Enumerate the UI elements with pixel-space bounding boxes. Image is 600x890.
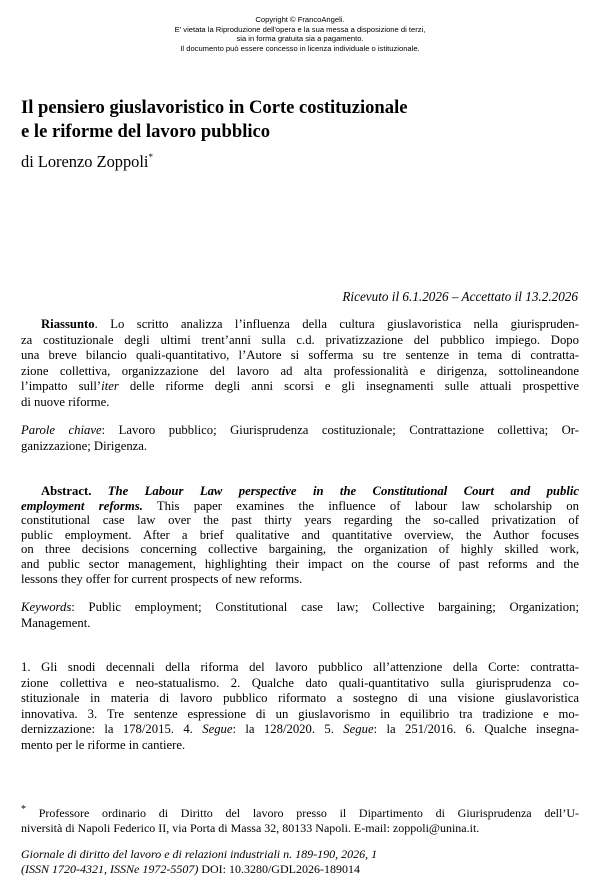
author-footnote-mark: *: [148, 152, 153, 162]
journal-line: [21, 862, 579, 877]
footnote-line: [21, 803, 579, 821]
parole-chiave-section: [21, 423, 579, 454]
toc-italic: Segue: [343, 722, 374, 737]
journal-citation: [21, 847, 579, 876]
parole-line: ganizzazione; Dirigenza.: [21, 438, 148, 453]
keywords-section: [21, 600, 579, 631]
toc-line: stituzionale in materia di lavoro pubblico riformato a sostegno di una visione giuslavoristica: [21, 691, 579, 706]
abstract-line: [21, 484, 579, 499]
abstract-text: This paper examines the influence of labour law scholarship on: [142, 498, 579, 513]
riassunto-text: . Lo scritto analizza l’influenza della cultura giuslavoristica nella giurispruden-: [94, 317, 579, 331]
keywords-line: Management.: [21, 615, 91, 630]
title-line: Il pensiero giuslavoristico in Corte costituzionale: [21, 97, 408, 118]
riassunto-line: [21, 379, 579, 395]
author-name: di Lorenzo Zoppoli: [21, 152, 149, 171]
riassunto-line: di nuove riforme.: [21, 394, 110, 409]
riassunto-line: [21, 317, 579, 333]
abstract-line: lessons they offer for current prospects of new reforms.: [21, 571, 303, 586]
abstract-line: [21, 499, 579, 514]
riassunto-line: una breve bilancio quali-quantitativo, l’Autore si sofferma su tre sentenze in tema di contratta-: [21, 348, 579, 363]
riassunto-line: zione collettiva, organizzazione del lavoro ad alta professionalità e dirigenza, sottolineandone: [21, 363, 579, 378]
journal-line: Giornale di diritto del lavoro e di relazioni industriali n. 189-190, 2026, 1: [21, 847, 378, 861]
received-accepted-dates: Ricevuto il 6.1.2026 – Accettato il 13.2.2026: [342, 289, 578, 304]
copyright-notice: [0, 15, 600, 53]
abstract-line: on three decisions concerning collective bargaining, the organization of highly skilled work,: [21, 542, 579, 557]
journal-doi: DOI: 10.3280/GDL2026-189014: [198, 861, 360, 876]
author-byline: [21, 152, 153, 172]
toc-line: [21, 722, 579, 738]
keywords-line: [21, 600, 579, 616]
parole-label: Parole chiave: [21, 423, 102, 437]
riassunto-text: l’impatto sull’: [21, 379, 102, 394]
toc-text: : la 128/2020. 5.: [232, 722, 344, 737]
abstract-section: [21, 484, 579, 586]
riassunto-label: Riassunto: [41, 317, 95, 331]
copyright-line: Il documento può essere concesso in licenza individuale o istituzionale.: [180, 43, 420, 53]
copyright-line: sia in forma gratuita sia a pagamento.: [236, 34, 364, 44]
table-of-contents: [21, 660, 579, 754]
abstract-line: and public sector management, highlighting their impact on the course of past reforms and the: [21, 556, 579, 571]
footnote-text: Professore ordinario di Diritto del lavoro presso il Dipartimento di Giurisprudenza dell’U-: [26, 806, 579, 820]
author-footnote: [21, 803, 579, 835]
keywords-label: Keywords: [21, 600, 72, 614]
abstract-title: The Labour Law perspective in the Constitutional Court and public: [107, 484, 579, 498]
footnote-line: niversità di Napoli Federico II, via Porta di Massa 32, 80133 Napoli. E-mail: zoppoli@unina.it.: [21, 820, 480, 835]
footnote-mark: *: [21, 804, 26, 815]
article-title: [21, 96, 581, 144]
toc-line: 1. Gli snodi decennali della riforma del lavoro pubblico all’attenzione della Corte: contratta-: [21, 660, 579, 674]
keywords-text: : Public employment; Constitutional case law; Collective bargaining; Organization;: [71, 600, 579, 614]
toc-line: innovativa. 3. Tre sentenze espressione di un giuslavorismo in equilibrio tra tradizione e mo-: [21, 706, 579, 721]
journal-issn: (ISSN 1720-4321, ISSNe 1972-5507): [21, 861, 199, 876]
abstract-line: constitutional case law over the past thirty years regarding the so-called privatization of: [21, 513, 579, 528]
toc-line: zione collettiva e neo-statualismo. 2. Qualche dato quali-quantitativo sulla giurisprudenza co-: [21, 675, 579, 690]
toc-text: dernizzazione: la 178/2015. 4.: [21, 722, 203, 737]
title-line: e le riforme del lavoro pubblico: [21, 121, 271, 142]
toc-italic: Segue: [202, 722, 233, 737]
abstract-line: public employment. After a brief qualitative and quantitative overview, the Author focuses: [21, 527, 579, 542]
parole-text: : Lavoro pubblico; Giurisprudenza costituzionale; Contrattazione collettiva; Or-: [101, 423, 579, 437]
riassunto-text: delle riforme degli anni scorsi e gli insegnamenti sulle attuali prospettive: [118, 379, 580, 394]
riassunto-line: za costituzionale degli ultimi trent’anni sulla c.d. privatizzazione del pubblico impiego. Dopo: [21, 332, 579, 347]
copyright-line: Copyright © FrancoAngeli.: [255, 15, 345, 24]
riassunto-section: [21, 317, 579, 411]
parole-line: [21, 423, 579, 439]
abstract-label: Abstract.: [41, 484, 92, 498]
copyright-line: E' vietata la Riproduzione dell'opera e la sua messa a disposizione di terzi,: [174, 24, 426, 34]
toc-text: : la 251/2016. 6. Qualche insegna-: [373, 722, 579, 737]
toc-line: mento per le riforme in cantiere.: [21, 737, 186, 752]
riassunto-italic: iter: [101, 379, 119, 394]
abstract-title: employment reforms.: [21, 498, 143, 513]
